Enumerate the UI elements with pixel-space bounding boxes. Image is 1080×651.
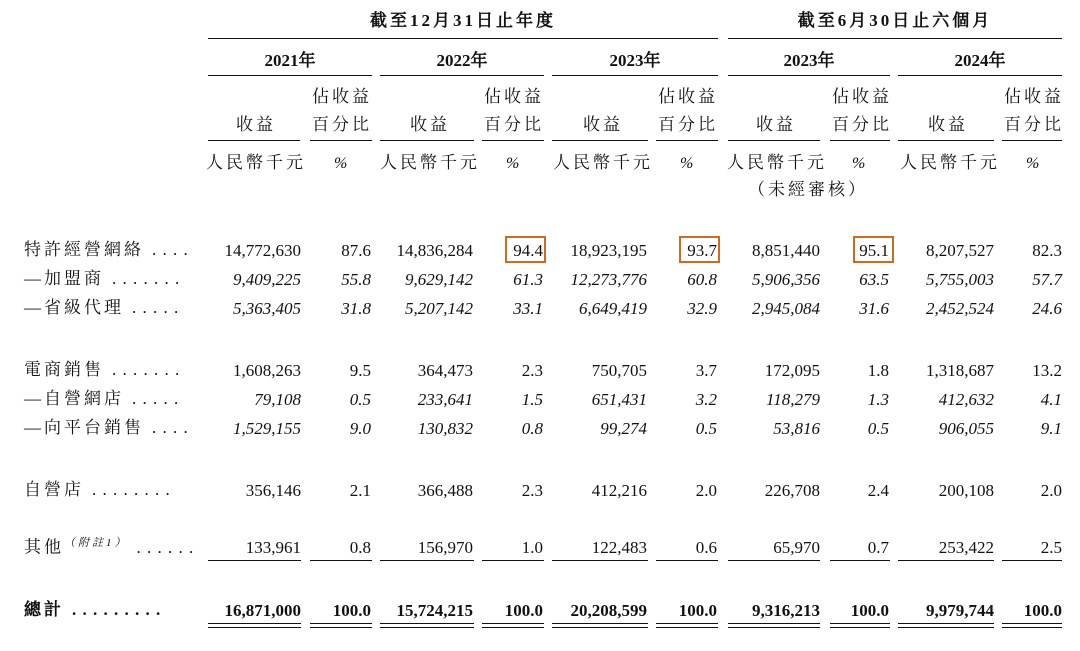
revenue-cell: 18,923,195 [570, 241, 647, 260]
pct-cell: 2.4 [867, 481, 889, 500]
pct-cell: 61.3 [513, 270, 543, 289]
pct-cell: 3.2 [695, 390, 717, 409]
revenue-cell: 200,108 [938, 481, 994, 500]
unit-pct: % [1026, 155, 1040, 172]
revenue-cell: 130,832 [417, 419, 473, 438]
row-label-text: 電商銷售 [24, 360, 104, 379]
row-label-text: —向平台銷售 [24, 418, 144, 437]
revenue-cell: 14,772,630 [224, 241, 301, 260]
row-label-text: —省級代理 [24, 298, 124, 317]
row-leader-dots: . . . . . . . [112, 360, 181, 379]
pct-header-rule [482, 140, 544, 141]
row-leader-dots: . . . . [152, 240, 189, 259]
row-leader-dots: . . . . . . . . [92, 480, 171, 499]
unit-pct: % [852, 155, 866, 172]
unit-pct: % [334, 155, 348, 172]
pct-cell: 0.5 [695, 419, 717, 438]
pct-cell: 0.6 [695, 538, 717, 557]
year-2024-half-rule [898, 75, 1062, 76]
total-double-rule [310, 623, 372, 628]
row-label [24, 361, 180, 378]
revenue-cell: 156,970 [417, 538, 473, 557]
subtotal-rule [830, 560, 890, 561]
subtotal-rule [380, 560, 474, 561]
revenue-cell: 750,705 [591, 361, 647, 380]
year-2023-rule [552, 75, 718, 76]
revenue-cell: 53,816 [773, 419, 820, 438]
pct-header-line2: 百分比 [658, 115, 718, 134]
revenue-cell: 5,755,003 [926, 270, 994, 289]
revenue-header-rule [898, 140, 994, 141]
revenue-cell: 65,970 [773, 538, 820, 557]
period-half-year-heading: 截至6月30日止六個月 [797, 11, 993, 30]
unaudited-note: （未經審核） [748, 180, 868, 199]
revenue-cell: 16,871,000 [224, 601, 301, 620]
revenue-header-rule [552, 140, 648, 141]
revenue-cell: 1,608,263 [233, 361, 301, 380]
subtotal-rule [1002, 560, 1062, 561]
revenue-cell: 651,431 [591, 390, 647, 409]
revenue-cell: 366,488 [417, 481, 473, 500]
revenue-cell: 8,851,440 [752, 241, 820, 260]
pct-cell: 33.1 [513, 299, 543, 318]
pct-cell: 0.8 [349, 538, 371, 557]
year-2023-half: 2023年 [783, 51, 835, 70]
row-footnote-ref: （附註1） [64, 537, 129, 549]
unit-revenue: 人民幣千元 [727, 153, 827, 172]
revenue-cell: 20,208,599 [570, 601, 647, 620]
pct-cell: 1.3 [867, 390, 889, 409]
row-label [24, 390, 179, 407]
year-2022: 2022年 [436, 51, 488, 70]
pct-header-line2: 百分比 [1004, 115, 1064, 134]
unit-pct: % [506, 155, 520, 172]
pct-cell: 0.7 [867, 538, 889, 557]
revenue-cell: 1,318,687 [926, 361, 994, 380]
pct-cell: 1.8 [867, 361, 889, 380]
total-double-rule [1002, 623, 1062, 628]
revenue-header: 收益 [583, 115, 623, 134]
pct-header-line1: 佔收益 [1004, 87, 1064, 106]
pct-header-line2: 百分比 [832, 115, 892, 134]
row-label [24, 419, 189, 436]
pct-cell: 100.0 [678, 601, 717, 620]
pct-header-line1: 佔收益 [484, 87, 544, 106]
row-label-text: 特許經營網絡 [24, 240, 144, 259]
pct-header-rule [656, 140, 718, 141]
revenue-cell: 15,724,215 [396, 601, 473, 620]
pct-header-line1: 佔收益 [312, 87, 372, 106]
row-label-text: 總計 [24, 600, 64, 619]
pct-cell: 2.5 [1040, 538, 1062, 557]
revenue-cell: 133,961 [245, 538, 301, 557]
pct-cell: 13.2 [1032, 361, 1062, 380]
unit-revenue: 人民幣千元 [900, 153, 1000, 172]
row-leader-dots: . . . . . [132, 298, 180, 317]
highlight-box-2022-franchise-pct [505, 236, 546, 263]
year-2022-rule [380, 75, 544, 76]
revenue-cell: 9,316,213 [752, 601, 820, 620]
pct-cell: 0.5 [867, 419, 889, 438]
total-double-rule [656, 623, 718, 628]
pct-cell: 9.0 [349, 419, 371, 438]
pct-header-rule [830, 140, 890, 141]
revenue-header: 收益 [410, 115, 450, 134]
revenue-cell: 226,708 [764, 481, 820, 500]
row-label-text: —加盟商 [24, 269, 104, 288]
pct-header-rule [310, 140, 372, 141]
pct-cell: 55.8 [341, 270, 371, 289]
period-full-year-rule [208, 38, 718, 39]
revenue-cell: 2,945,084 [752, 299, 820, 318]
revenue-header-rule [208, 140, 300, 141]
pct-header-line1: 佔收益 [658, 87, 718, 106]
pct-cell: 57.7 [1032, 270, 1062, 289]
pct-header-line1: 佔收益 [832, 87, 892, 106]
revenue-cell: 356,146 [245, 481, 301, 500]
pct-header-rule [1002, 140, 1062, 141]
revenue-cell: 233,641 [417, 390, 473, 409]
year-2021-rule [208, 75, 372, 76]
pct-cell: 95.1 [859, 241, 889, 260]
row-label [24, 601, 161, 618]
row-leader-dots: . . . . . . . . . [72, 600, 162, 619]
row-label [24, 481, 171, 498]
total-double-rule [208, 623, 301, 628]
pct-cell: 1.5 [521, 390, 543, 409]
total-double-rule [830, 623, 890, 628]
subtotal-rule [482, 560, 544, 561]
revenue-cell: 412,632 [938, 390, 994, 409]
revenue-cell: 118,279 [766, 390, 820, 409]
pct-cell: 2.3 [521, 481, 543, 500]
revenue-cell: 79,108 [254, 390, 301, 409]
pct-cell: 87.6 [341, 241, 371, 260]
subtotal-rule [310, 560, 372, 561]
total-double-rule [898, 623, 994, 628]
pct-cell: 100.0 [504, 601, 543, 620]
pct-cell: 93.7 [687, 241, 717, 260]
year-2024-half: 2024年 [954, 51, 1006, 70]
revenue-cell: 906,055 [938, 419, 994, 438]
period-half-year-rule [728, 38, 1062, 39]
row-label-text: —自營網店 [24, 389, 124, 408]
revenue-header: 收益 [928, 115, 968, 134]
row-leader-dots: . . . . [152, 418, 189, 437]
pct-cell: 2.0 [1040, 481, 1062, 500]
subtotal-rule [656, 560, 718, 561]
pct-cell: 9.5 [349, 361, 371, 380]
pct-cell: 4.1 [1040, 390, 1062, 409]
revenue-cell: 172,095 [764, 361, 820, 380]
highlight-box-2023h1-franchise-pct [853, 236, 894, 263]
pct-cell: 94.4 [513, 241, 543, 260]
revenue-header: 收益 [236, 115, 276, 134]
total-double-rule [482, 623, 544, 628]
unit-revenue: 人民幣千元 [380, 153, 480, 172]
period-full-year-heading: 截至12月31日止年度 [370, 11, 556, 30]
year-2023: 2023年 [609, 51, 661, 70]
pct-cell: 0.8 [521, 419, 543, 438]
pct-cell: 100.0 [1023, 601, 1062, 620]
year-2023-half-rule [728, 75, 890, 76]
pct-cell: 3.7 [695, 361, 717, 380]
pct-cell: 60.8 [687, 270, 717, 289]
pct-cell: 24.6 [1032, 299, 1062, 318]
highlight-box-2023-franchise-pct [679, 236, 720, 263]
pct-cell: 100.0 [332, 601, 371, 620]
row-leader-dots: . . . . . . [136, 537, 195, 557]
pct-header-line2: 百分比 [484, 115, 544, 134]
revenue-header: 收益 [756, 115, 796, 134]
revenue-cell: 99,274 [600, 419, 647, 438]
revenue-cell: 2,452,524 [926, 299, 994, 318]
pct-cell: 0.5 [349, 390, 371, 409]
pct-cell: 100.0 [850, 601, 889, 620]
row-leader-dots: . . . . . . . [112, 269, 181, 288]
pct-cell: 32.9 [687, 299, 717, 318]
subtotal-rule [552, 560, 648, 561]
revenue-cell: 5,207,142 [405, 299, 473, 318]
revenue-cell: 364,473 [417, 361, 473, 380]
row-leader-dots: . . . . . [132, 389, 180, 408]
total-double-rule [380, 623, 474, 628]
revenue-cell: 14,836,284 [396, 241, 473, 260]
revenue-header-rule [728, 140, 820, 141]
row-label [24, 299, 179, 316]
unit-revenue: 人民幣千元 [553, 153, 653, 172]
pct-header-line2: 百分比 [312, 115, 372, 134]
row-label-text: 其他 [24, 537, 64, 557]
revenue-cell: 6,649,419 [579, 299, 647, 318]
subtotal-rule [898, 560, 994, 561]
revenue-cell: 5,906,356 [752, 270, 820, 289]
pct-cell: 2.1 [349, 481, 371, 500]
revenue-cell: 412,216 [591, 481, 647, 500]
pct-cell: 31.8 [341, 299, 371, 318]
row-label [24, 241, 189, 258]
total-double-rule [728, 623, 820, 628]
revenue-cell: 9,409,225 [233, 270, 301, 289]
row-label-text: 自營店 [24, 480, 84, 499]
revenue-cell: 8,207,527 [926, 241, 994, 260]
row-label [24, 270, 180, 287]
row-label [24, 538, 194, 556]
pct-cell: 82.3 [1032, 241, 1062, 260]
subtotal-rule [728, 560, 820, 561]
pct-cell: 31.6 [859, 299, 889, 318]
total-double-rule [552, 623, 648, 628]
pct-cell: 2.3 [521, 361, 543, 380]
revenue-cell: 9,629,142 [405, 270, 473, 289]
revenue-cell: 12,273,776 [570, 270, 647, 289]
pct-cell: 2.0 [695, 481, 717, 500]
unit-pct: % [680, 155, 694, 172]
pct-cell: 1.0 [521, 538, 543, 557]
pct-cell: 63.5 [859, 270, 889, 289]
revenue-cell: 122,483 [591, 538, 647, 557]
subtotal-rule [208, 560, 301, 561]
revenue-cell: 1,529,155 [233, 419, 301, 438]
year-2021: 2021年 [264, 51, 316, 70]
unit-revenue: 人民幣千元 [206, 153, 306, 172]
revenue-cell: 5,363,405 [233, 299, 301, 318]
revenue-cell: 253,422 [938, 538, 994, 557]
revenue-header-rule [380, 140, 474, 141]
revenue-cell: 9,979,744 [926, 601, 994, 620]
pct-cell: 9.1 [1040, 419, 1062, 438]
